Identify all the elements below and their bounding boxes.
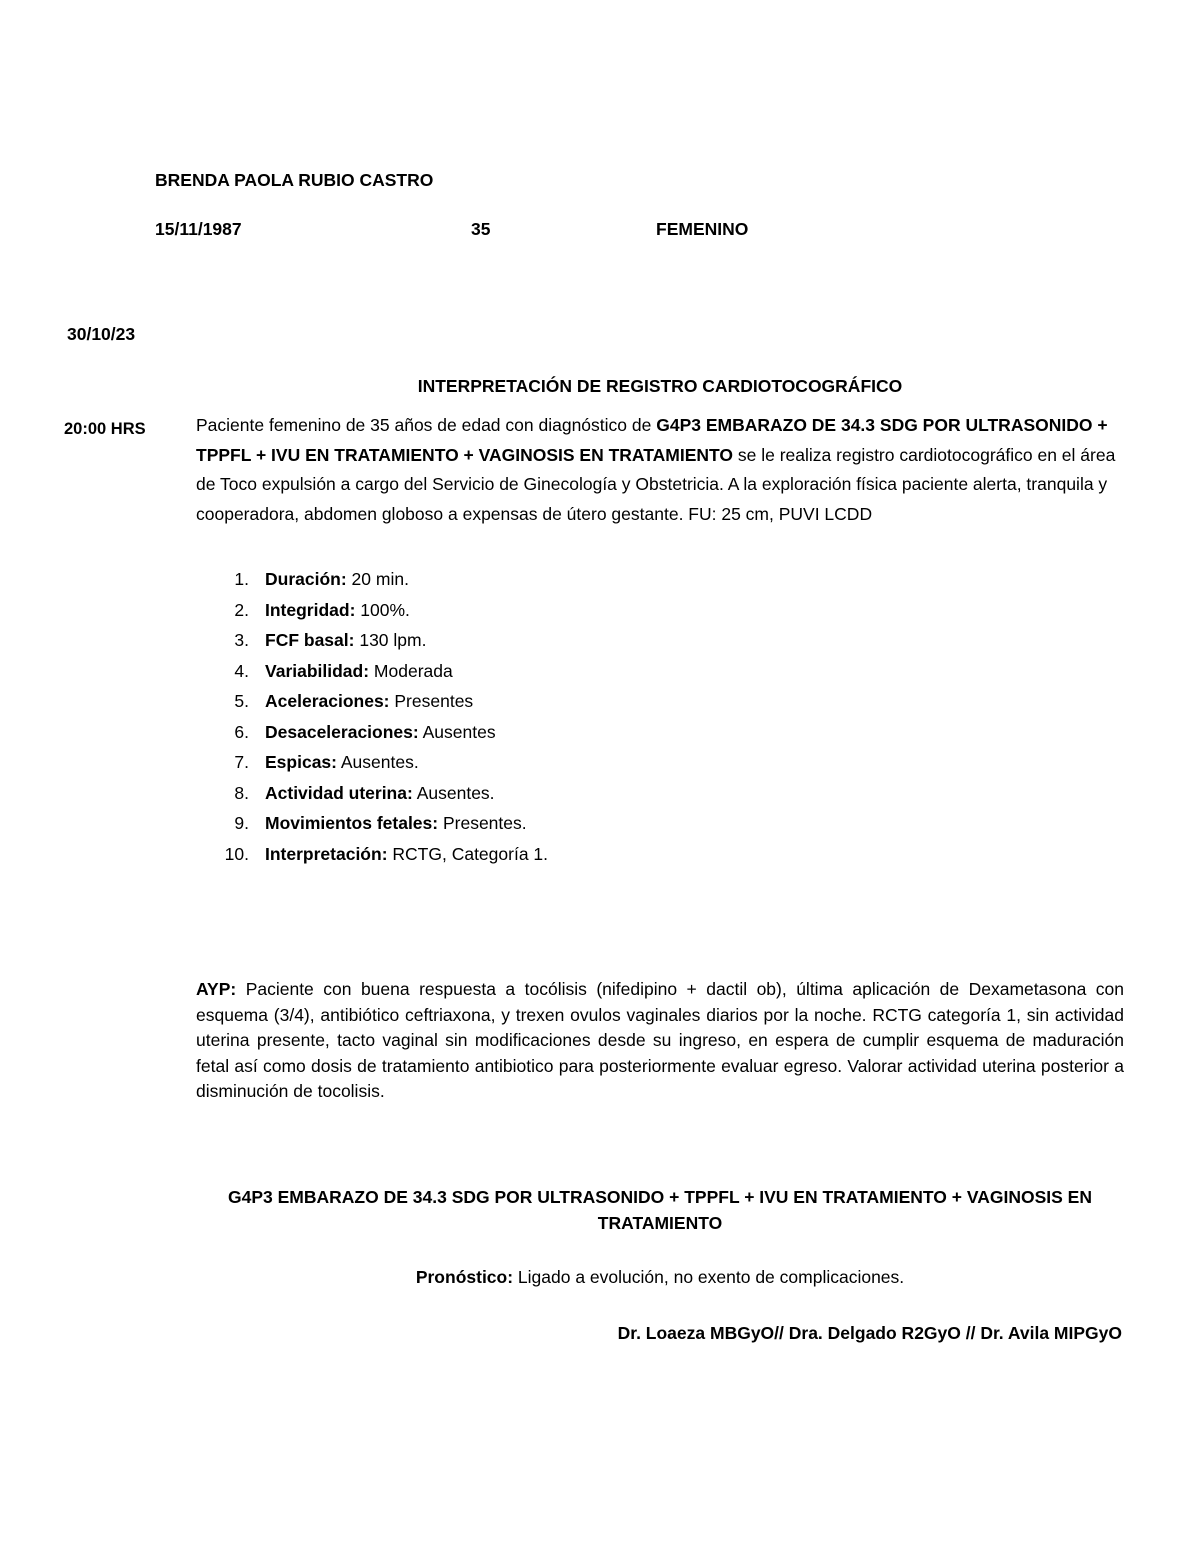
list-item (196, 779, 548, 810)
list-item (196, 748, 548, 779)
finding-value: Ausentes (418, 721, 496, 742)
list-number: 5. (234, 691, 249, 711)
intro-prefix: Paciente femenino de 35 años de edad con diagnóstico de (196, 415, 657, 435)
ayp-paragraph (196, 977, 1124, 1105)
list-item (196, 840, 548, 871)
list-item (196, 718, 548, 749)
finding-label: Movimientos fetales: (265, 813, 439, 833)
list-item (196, 657, 548, 688)
finding-label: Integridad: (265, 599, 356, 620)
finding-label: Variabilidad: (265, 660, 370, 681)
list-number: 6. (234, 721, 249, 742)
list-number: 3. (234, 630, 249, 650)
intro-diagnosis: G4P3 EMBARAZO DE 34.3 SDG POR ULTRASONIDO + TPPFL + IVU EN TRATAMIENTO + VAGINOSIS EN TRATAMIENTO (196, 415, 1108, 465)
list-item (196, 809, 548, 840)
patient-dob: 15/11/1987 (155, 219, 242, 239)
list-item (196, 687, 548, 718)
finding-label: Desaceleraciones: (265, 721, 419, 742)
finding-value: Ausentes. (412, 782, 495, 803)
finding-value: 130 lpm. (354, 630, 427, 650)
prognosis (196, 1264, 1124, 1290)
finding-value: Ausentes. (336, 752, 419, 772)
diagnosis: G4P3 EMBARAZO DE 34.3 SDG POR ULTRASONIDO + TPPFL + IVU EN TRATAMIENTO + VAGINOSIS EN TRATAMIENTO (228, 1187, 1092, 1233)
prognosis-label: Pronóstico: (415, 1267, 514, 1287)
intro-suffix: se le realiza registro cardiotocográfico en el área de Toco expulsión a cargo del Servicio de Ginecología y Obstetricia. A la exploración física paciente alerta, tranquila y cooperadora, abdomen globoso a expensas de útero gestante. FU: 25 cm, PUVI LCDD (196, 444, 1116, 524)
finding-label: Interpretación: (265, 843, 388, 864)
note-time: 20:00 HRS (64, 420, 146, 438)
finding-label: Espicas: (265, 752, 337, 772)
list-number: 4. (234, 660, 249, 681)
list-number: 1. (234, 569, 249, 589)
finding-value: 100%. (355, 599, 410, 620)
patient-age: 35 (471, 219, 491, 239)
list-item (196, 596, 548, 627)
list-number: 10. (224, 843, 249, 864)
signature: Dr. Loaeza MBGyO// Dra. Delgado R2GyO // Dr. Avila MIPGyO (617, 1323, 1122, 1343)
finding-label: Aceleraciones: (265, 691, 390, 711)
finding-value: Presentes. (438, 813, 527, 833)
ayp-label: AYP: (196, 979, 237, 999)
finding-label: Duración: (265, 569, 347, 589)
list-number: 2. (234, 599, 249, 620)
findings-list (196, 565, 548, 870)
finding-label: FCF basal: (265, 630, 355, 650)
list-item (196, 565, 548, 596)
patient-sex: FEMENINO (656, 219, 749, 239)
patient-name: BRENDA PAOLA RUBIO CASTRO (155, 170, 434, 190)
list-item (196, 626, 548, 657)
list-number: 7. (234, 752, 249, 772)
intro-paragraph (196, 411, 1131, 529)
finding-value: Presentes (389, 691, 474, 711)
finding-value: Moderada (369, 660, 453, 681)
finding-label: Actividad uterina: (265, 782, 413, 803)
prognosis-text: Ligado a evolución, no exento de complicaciones. (513, 1267, 905, 1287)
note-date: 30/10/23 (67, 324, 136, 344)
section-title: INTERPRETACIÓN DE REGISTRO CARDIOTOCOGRÁFICO (417, 376, 903, 396)
list-number: 9. (234, 813, 249, 833)
finding-value: RCTG, Categoría 1. (387, 843, 549, 864)
list-number: 8. (234, 782, 249, 803)
ayp-text: Paciente con buena respuesta a tocólisis (nifedipino + dactil ob), última aplicación de Dexametasona con esquema (3/4), antibiótico ceftriaxona, y trexen ovulos vaginales diarios por la noche. RCTG categoría 1, sin actividad uterina presente, tacto vaginal sin modificaciones desde su ingreso, en espera de cumplir esquema de maduración fetal así como dosis de tratamiento antibiotico para posteriormente evaluar egreso. Valorar actividad uterina posterior a disminución de tocolisis. (196, 979, 1124, 1101)
finding-value: 20 min. (346, 569, 409, 589)
